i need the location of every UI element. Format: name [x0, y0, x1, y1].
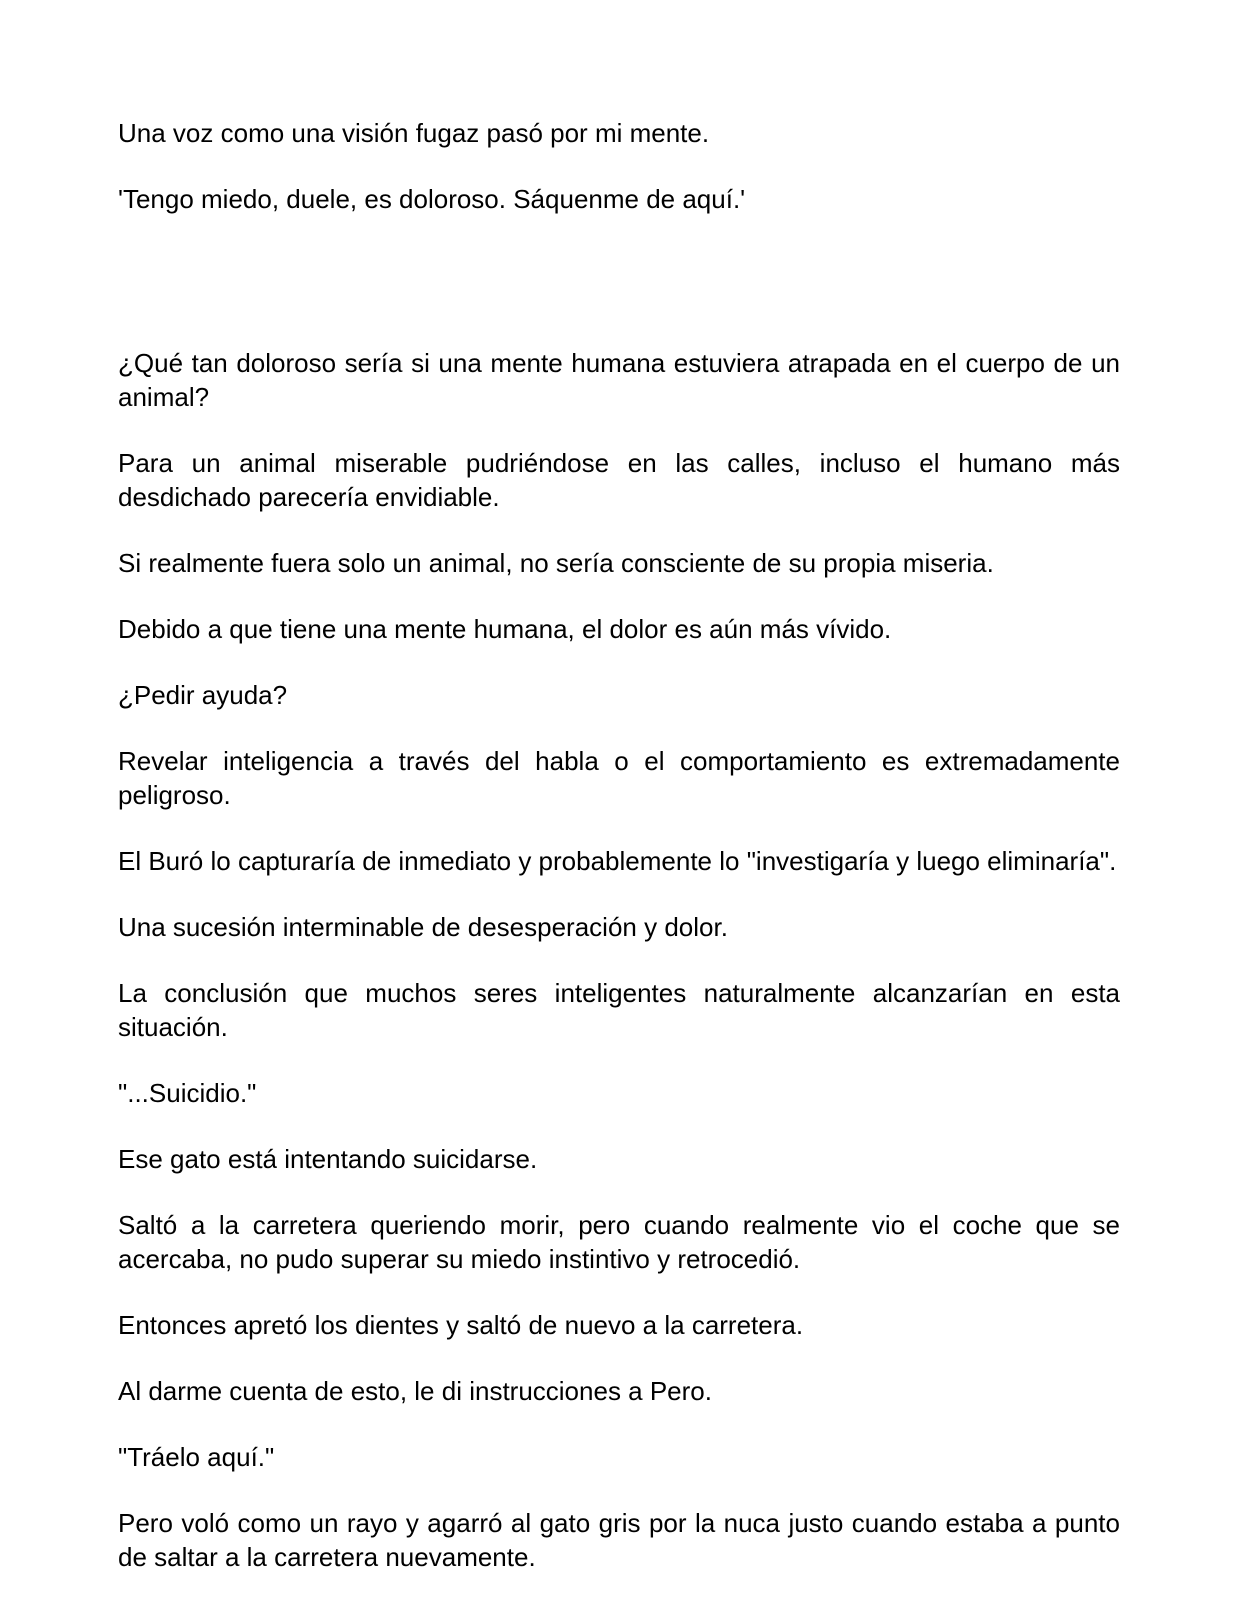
paragraph-6: Debido a que tiene una mente humana, el dolor es aún más vívido.: [118, 614, 892, 644]
paragraph-11: La conclusión que muchos seres inteligentes naturalmente alcanzarían en esta situación.: [118, 978, 1120, 1042]
paragraph-15: Entonces apretó los dientes y saltó de nuevo a la carretera.: [118, 1310, 804, 1340]
paragraph-13: Ese gato está intentando suicidarse.: [118, 1144, 538, 1174]
paragraph-1: Una voz como una visión fugaz pasó por mi mente.: [118, 118, 710, 148]
paragraph-3: ¿Qué tan doloroso sería si una mente humana estuviera atrapada en el cuerpo de un animal?: [118, 348, 1120, 412]
paragraph-17: "Tráelo aquí.": [118, 1442, 275, 1472]
paragraph-12: "...Suicidio.": [118, 1078, 257, 1108]
paragraph-5: Si realmente fuera solo un animal, no sería consciente de su propia miseria.: [118, 548, 994, 578]
document-page: [118, 116, 1120, 1574]
paragraph-9: El Buró lo capturaría de inmediato y probablemente lo "investigaría y luego eliminaría".: [118, 846, 1117, 876]
paragraph-18: Pero voló como un rayo y agarró al gato gris por la nuca justo cuando estaba a punto de saltar a la carretera nuevamente.: [118, 1508, 1120, 1572]
paragraph-10: Una sucesión interminable de desesperación y dolor.: [118, 912, 728, 942]
paragraph-2: 'Tengo miedo, duele, es doloroso. Sáquenme de aquí.': [118, 184, 746, 214]
paragraph-4: Para un animal miserable pudriéndose en las calles, incluso el humano más desdichado parecería envidiable.: [118, 448, 1120, 512]
paragraph-14: Saltó a la carretera queriendo morir, pero cuando realmente vio el coche que se acercaba, no pudo superar su miedo instintivo y retrocedió.: [118, 1210, 1120, 1274]
paragraph-8: Revelar inteligencia a través del habla o el comportamiento es extremadamente peligroso.: [118, 746, 1120, 810]
paragraph-16: Al darme cuenta de esto, le di instrucciones a Pero.: [118, 1376, 712, 1406]
paragraph-7: ¿Pedir ayuda?: [118, 680, 288, 710]
